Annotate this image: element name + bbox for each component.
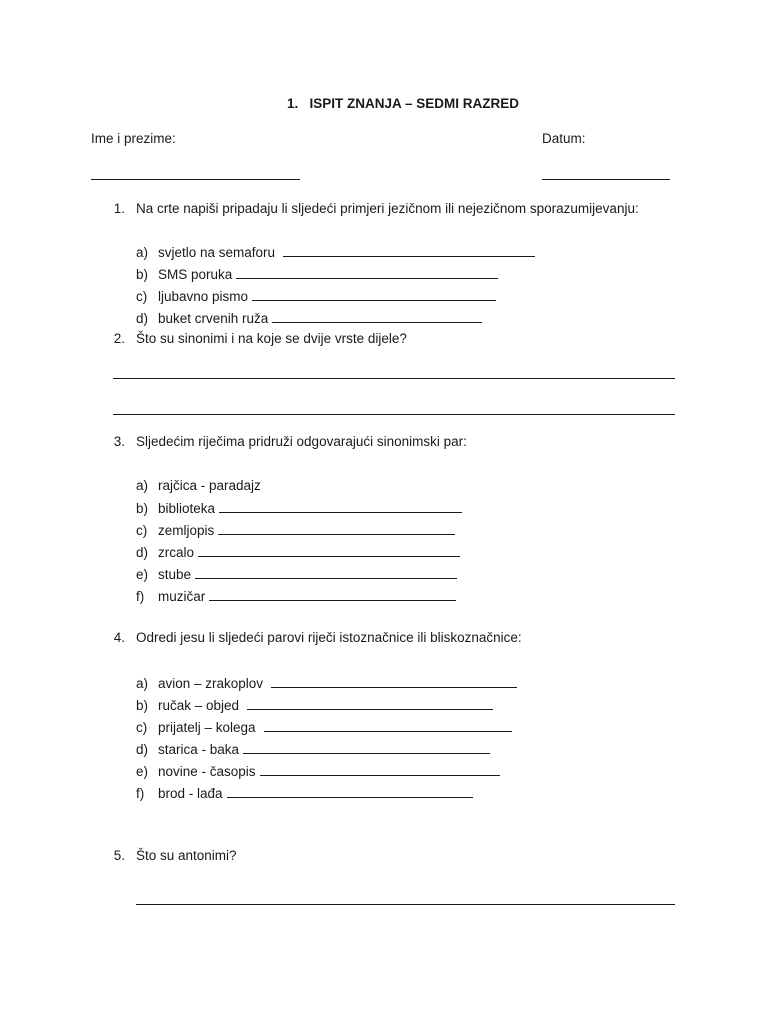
item-label: e) [136,764,149,779]
q5-answer-line[interactable] [136,904,675,905]
item-text: SMS poruka [158,267,233,282]
name-label: Ime i prezime: [91,131,176,146]
q2-answer-line[interactable] [113,414,675,415]
list-item [136,565,457,584]
q5-text: Što su antonimi? [136,848,237,863]
q1-text: Na crte napiši pripadaju li sljedeći primjeri jezičnom ili nejezičnom sporazumijevanju: [136,201,639,216]
answer-line[interactable] [247,696,493,710]
q4-number: 4. [113,630,125,645]
item-text: starica - baka [158,742,240,757]
answer-line[interactable] [243,740,490,754]
q4-text: Odredi jesu li sljedeći parovi riječi istoznačnice ili bliskoznačnice: [136,630,522,645]
answer-line[interactable] [218,521,455,535]
answer-line[interactable] [260,762,500,776]
list-item [136,309,482,328]
list-item [136,287,496,306]
q2-answer-line[interactable] [113,378,675,379]
q3-text: Sljedećim riječima pridruži odgovarajući sinonimski par: [136,434,467,449]
title-number: 1. [287,96,299,111]
list-item [136,243,535,262]
item-text: biblioteka [158,501,216,516]
item-text: ljubavno pismo [158,289,249,304]
list-item [136,762,500,781]
list-item [136,265,498,284]
item-text: zemljopis [158,523,215,538]
answer-line[interactable] [195,565,457,579]
date-label: Datum: [542,131,586,146]
document-title [287,95,519,113]
q5-number: 5. [113,848,125,863]
item-label: b) [136,501,149,516]
answer-line[interactable] [236,265,498,279]
item-text: avion – zrakoplov [158,676,264,691]
list-item [136,674,517,693]
item-text: buket crvenih ruža [158,311,269,326]
date-answer-line[interactable] [542,179,670,180]
item-text: zrcalo [158,545,195,560]
item-label: b) [136,267,149,282]
answer-line[interactable] [271,674,517,688]
item-label: f) [136,589,145,604]
q2-number: 2. [113,331,125,346]
item-text: ručak – objed [158,698,240,713]
title-text: ISPIT ZNANJA – SEDMI RAZRED [309,96,520,111]
item-label: d) [136,311,149,326]
item-text: novine - časopis [158,764,256,779]
answer-line[interactable] [272,309,482,323]
item-label: c) [136,720,148,735]
item-label: c) [136,523,148,538]
list-item [136,477,261,495]
item-label: d) [136,742,149,757]
list-item [136,784,473,803]
answer-line[interactable] [198,543,460,557]
item-text: rajčica - paradajz [158,478,261,493]
answer-line[interactable] [209,587,456,601]
item-label: c) [136,289,148,304]
item-label: a) [136,676,149,691]
answer-line[interactable] [283,243,535,257]
list-item [136,718,512,737]
item-text: stube [158,567,192,582]
item-label: a) [136,478,149,493]
item-text: prijatelj – kolega [158,720,256,735]
name-answer-line[interactable] [91,179,300,180]
q2-text: Što su sinonimi i na koje se dvije vrste dijele? [136,331,407,346]
list-item [136,740,490,759]
answer-line[interactable] [219,499,462,513]
item-label: a) [136,245,149,260]
item-text: svjetlo na semaforu [158,245,276,260]
answer-line[interactable] [264,718,512,732]
item-label: e) [136,567,149,582]
q1-number: 1. [113,201,125,216]
answer-line[interactable] [227,784,473,798]
answer-line[interactable] [252,287,496,301]
list-item [136,521,455,540]
item-label: f) [136,786,145,801]
list-item [136,696,493,715]
list-item [136,499,462,518]
list-item [136,543,460,562]
list-item [136,587,456,606]
q3-number: 3. [113,434,125,449]
item-text: muzičar [158,589,206,604]
item-label: b) [136,698,149,713]
item-text: brod - lađa [158,786,223,801]
item-label: d) [136,545,149,560]
